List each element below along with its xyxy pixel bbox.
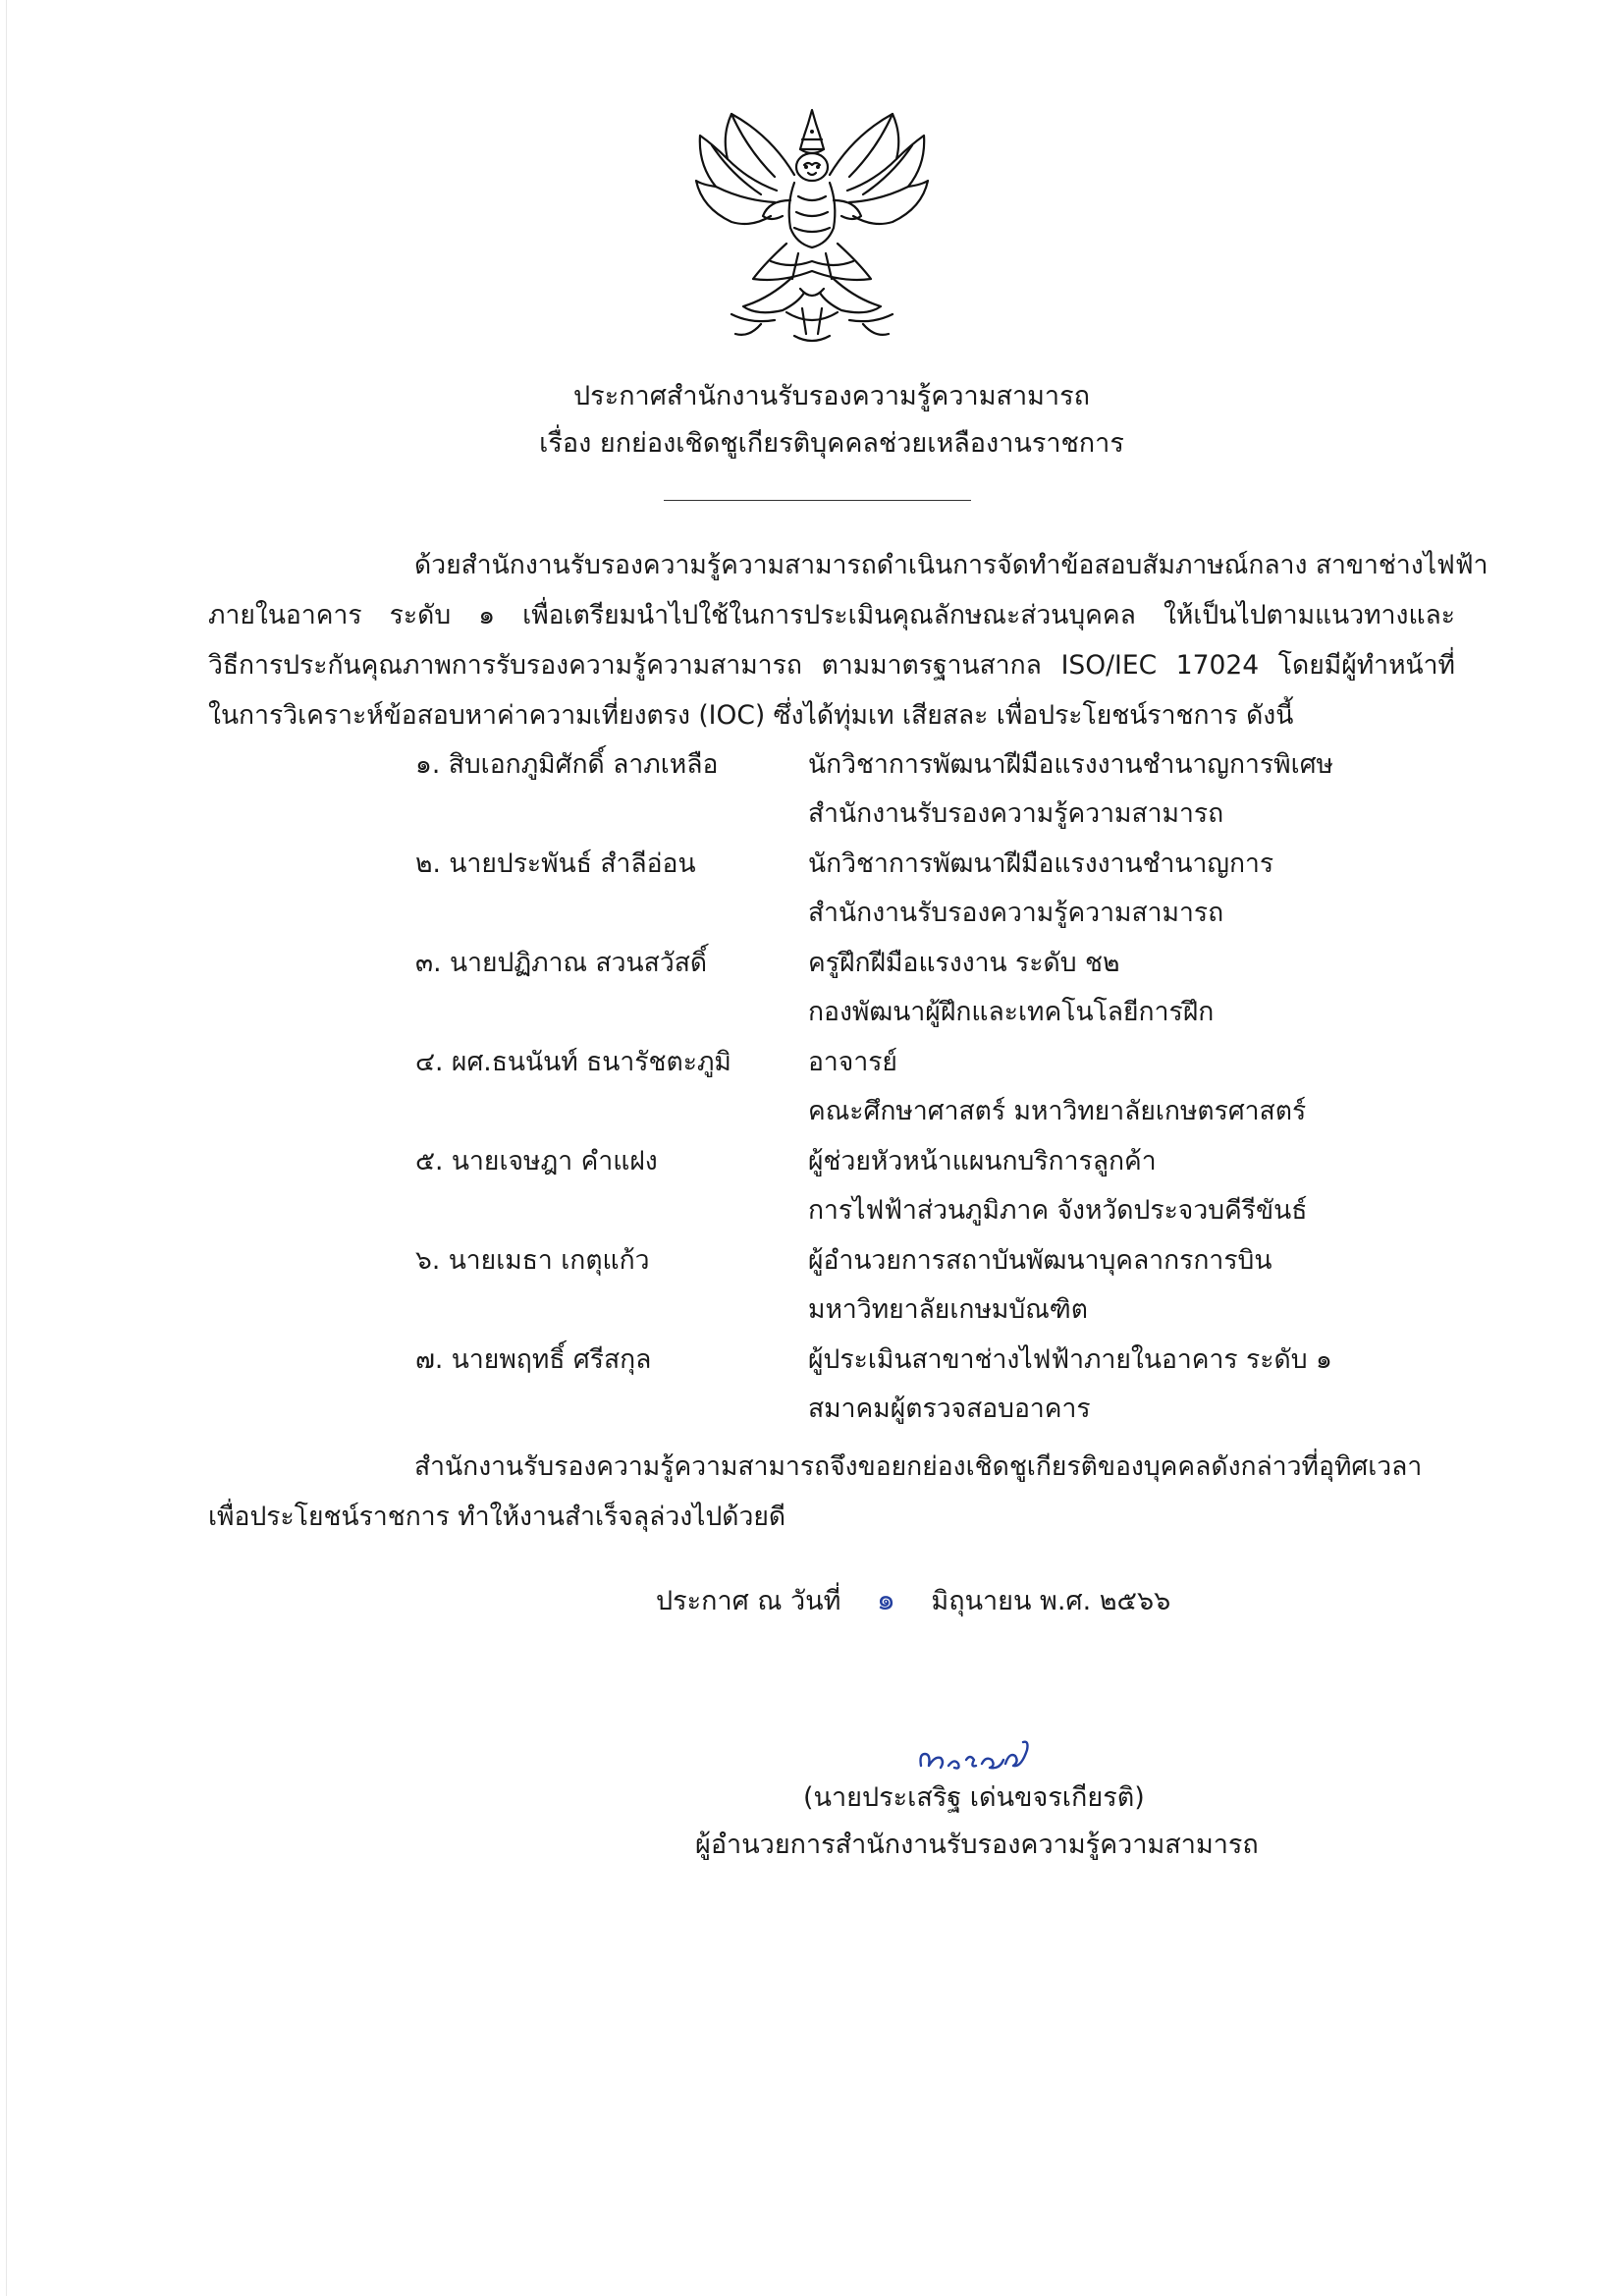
intro-line: ด้วยสำนักงานรับรองความรู้ความสามารถดำเนินการจัดทำข้อสอบสัมภาษณ์กลาง สาขาช่างไฟฟ้า	[414, 550, 1489, 580]
intro-line: ในการวิเคราะห์ข้อสอบหาค่าความเที่ยงตรง (IOC) ซึ่งได้ทุ่มเท เสียสละ เพื่อประโยชน์ราชการ ดังนี้	[208, 700, 1294, 731]
honoree-number: ๔.	[415, 1047, 444, 1077]
date-prefix: ประกาศ ณ วันที่	[656, 1586, 841, 1616]
honoree-name: สิบเอกภูมิศักดิ์ ลาภเหลือ	[448, 749, 719, 780]
honoree-item	[415, 1137, 1476, 1236]
announcement-subject: เรื่อง ยกย่องเชิดชูเกียรติบุคคลช่วยเหลืองานราชการ	[539, 428, 1124, 459]
honoree-name: นายเมธา เกตุแก้ว	[448, 1245, 650, 1276]
honoree-list	[415, 740, 1476, 1435]
honoree-organization: มหาวิทยาลัยเกษมบัณฑิต	[808, 1294, 1088, 1325]
honoree-name: นายเจษฎา คำแฝง	[451, 1146, 658, 1176]
signer-name: (นายประเสริฐ เด่นขจรเกียรติ)	[803, 1782, 1145, 1813]
date-month-year: มิถุนายน พ.ศ. ๒๕๖๖	[931, 1586, 1171, 1616]
honoree-number: ๖.	[415, 1245, 441, 1276]
honoree-item	[415, 939, 1476, 1038]
signer-title: ผู้อำนวยการสำนักงานรับรองความรู้ความสามารถ	[695, 1830, 1259, 1860]
honoree-organization: สมาคมผู้ตรวจสอบอาคาร	[808, 1394, 1091, 1424]
honoree-position: นักวิชาการพัฒนาฝีมือแรงงานชำนาญการพิเศษ	[808, 749, 1333, 780]
honoree-organization: สำนักงานรับรองความรู้ความสามารถ	[808, 898, 1224, 928]
honoree-number: ๗.	[415, 1344, 444, 1375]
announcement-title: ประกาศสำนักงานรับรองความรู้ความสามารถ	[573, 381, 1090, 411]
title-divider	[664, 500, 971, 501]
honoree-item	[415, 1336, 1476, 1435]
honoree-number: ๑.	[415, 749, 441, 780]
intro-line: ภายในอาคาร ระดับ ๑ เพื่อเตรียมนำไปใช้ในการประเมินคุณลักษณะส่วนบุคคล ให้เป็นไปตามแนวทางและ	[208, 600, 1455, 630]
honoree-item	[415, 840, 1476, 939]
closing-paragraph	[208, 1442, 1475, 1542]
garuda-emblem	[692, 106, 933, 352]
honoree-item	[415, 1236, 1476, 1336]
honoree-position: ครูฝึกฝีมือแรงงาน ระดับ ช๒	[808, 948, 1120, 978]
honoree-position: ผู้อำนวยการสถาบันพัฒนาบุคลากรการบิน	[808, 1245, 1272, 1276]
honoree-position: ผู้ช่วยหัวหน้าแผนกบริการลูกค้า	[808, 1146, 1157, 1176]
honoree-organization: คณะศึกษาศาสตร์ มหาวิทยาลัยเกษตรศาสตร์	[808, 1096, 1307, 1126]
closing-line: สำนักงานรับรองความรู้ความสามารถจึงขอยกย่องเชิดชูเกียรติของบุคคลดังกล่าวที่อุทิศเวลา	[414, 1451, 1423, 1482]
honoree-name: นายปฏิภาณ สวนสวัสดิ์	[449, 948, 708, 978]
announcement-date	[656, 1579, 1170, 1623]
honoree-number: ๓.	[415, 948, 442, 978]
honoree-item	[415, 740, 1476, 840]
honoree-position: ผู้ประเมินสาขาช่างไฟฟ้าภายในอาคาร ระดับ ๑	[808, 1344, 1332, 1375]
date-day: ๑	[876, 1583, 895, 1617]
honoree-organization: กองพัฒนาผู้ฝึกและเทคโนโลยีการฝึก	[808, 997, 1215, 1027]
honoree-name: นายประพันธ์ สำลีอ่อน	[449, 848, 696, 879]
honoree-position: นักวิชาการพัฒนาฝีมือแรงงานชำนาญการ	[808, 848, 1274, 879]
honoree-name: นายพฤทธิ์ ศรีสกุล	[451, 1344, 652, 1375]
honoree-number: ๒.	[415, 848, 441, 879]
honoree-name: ผศ.ธนนันท์ ธนารัชตะภูมิ	[451, 1047, 731, 1077]
intro-paragraph	[208, 540, 1489, 740]
closing-line: เพื่อประโยชน์ราชการ ทำให้งานสำเร็จลุล่วงไปด้วยดี	[208, 1502, 786, 1532]
honoree-organization: สำนักงานรับรองความรู้ความสามารถ	[808, 798, 1224, 829]
honoree-number: ๕.	[415, 1146, 444, 1176]
honoree-position: อาจารย์	[808, 1047, 897, 1077]
honoree-item	[415, 1038, 1476, 1137]
intro-line: วิธีการประกันคุณภาพการรับรองความรู้ความสามารถ ตามมาตรฐานสากล ISO/IEC 17024 โดยมีผู้ทำหน้าที่	[208, 650, 1455, 681]
honoree-organization: การไฟฟ้าส่วนภูมิภาค จังหวัดประจวบคีรีขันธ์	[808, 1195, 1308, 1226]
